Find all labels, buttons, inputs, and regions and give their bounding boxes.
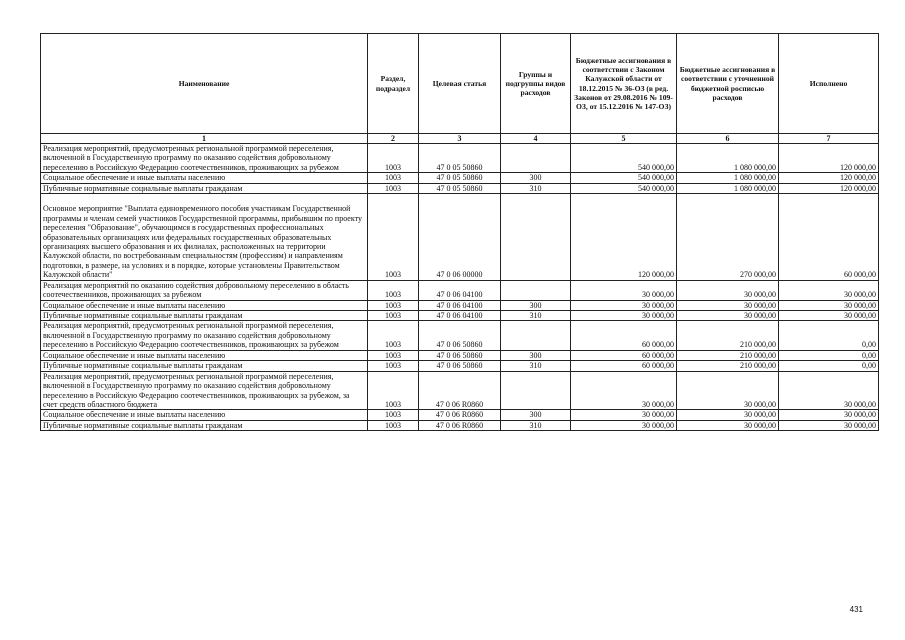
row-name: Социальное обеспечение и иные выплаты населению	[41, 173, 368, 183]
row-done: 30 000,00	[779, 311, 879, 321]
row-article: 47 0 06 50860	[419, 350, 501, 360]
row-group: 300	[501, 410, 571, 420]
row-article: 47 0 06 04100	[419, 300, 501, 310]
row-name: Публичные нормативные социальные выплаты гражданам	[41, 183, 368, 193]
table-row	[41, 300, 879, 310]
row-article: 47 0 05 50860	[419, 173, 501, 183]
row-roll: 210 000,00	[677, 361, 779, 371]
row-done: 120 000,00	[779, 144, 879, 173]
row-law: 60 000,00	[571, 361, 677, 371]
row-section: 1003	[368, 371, 419, 410]
row-name: Публичные нормативные социальные выплаты гражданам	[41, 420, 368, 430]
table-row	[41, 350, 879, 360]
row-done: 0,00	[779, 321, 879, 350]
row-name: Реализация мероприятий по оказанию содействия добровольному переселению в область соотечественников, проживающих за рубежом	[41, 280, 368, 300]
row-group	[501, 371, 571, 410]
row-section: 1003	[368, 311, 419, 321]
row-section: 1003	[368, 194, 419, 281]
table-row	[41, 183, 879, 193]
row-name: Реализация мероприятий, предусмотренных региональной программой переселения, включенной в Государственную программу по оказанию содействия добровольному переселению в Российскую Федерацию соотечественников, проживающих за рубежом, за счет средств областного бюджета	[41, 371, 368, 410]
row-done: 30 000,00	[779, 371, 879, 410]
row-group	[501, 194, 571, 281]
row-law: 540 000,00	[571, 144, 677, 173]
row-law: 540 000,00	[571, 173, 677, 183]
table-row	[41, 410, 879, 420]
row-done: 60 000,00	[779, 194, 879, 281]
table-row	[41, 280, 879, 300]
row-done: 120 000,00	[779, 183, 879, 193]
row-group: 310	[501, 361, 571, 371]
row-name: Основное мероприятие "Выплата единовременного пособия участникам Государственной программы и членам семей участников Государственной программы, прибывшим по проекту переселения "Образование", обучающимся в государственных профессиональных образовательных организациях или федеральных государственных образовательных организациях высшего образования и их филиалах, расположенных на территории Калужской области, по востребованным специальностям (профессиям) и направлениям подготовки, в размере, на условиях и в порядке, которые установлены Правительством Калужской области"	[41, 194, 368, 281]
row-law: 30 000,00	[571, 371, 677, 410]
row-done: 30 000,00	[779, 280, 879, 300]
row-name: Реализация мероприятий, предусмотренных региональной программой переселения, включенной в Государственную программу по оказанию содействия добровольному переселению в Российскую Федерацию соотечественников, проживающих за рубежом	[41, 321, 368, 350]
row-law: 60 000,00	[571, 321, 677, 350]
row-roll: 30 000,00	[677, 371, 779, 410]
row-article: 47 0 06 50860	[419, 361, 501, 371]
row-section: 1003	[368, 280, 419, 300]
row-name: Реализация мероприятий, предусмотренных региональной программой переселения, включенной в Государственную программу по оказанию содействия добровольному переселению в Российскую Федерацию соотечественников, проживающих за рубежом	[41, 144, 368, 173]
col-number: 6	[677, 134, 779, 144]
row-law: 30 000,00	[571, 300, 677, 310]
row-done: 0,00	[779, 350, 879, 360]
col-header-section: Раздел, подраздел	[368, 34, 419, 134]
row-roll: 30 000,00	[677, 311, 779, 321]
table-row	[41, 361, 879, 371]
row-roll: 30 000,00	[677, 410, 779, 420]
row-group	[501, 321, 571, 350]
page-number: 431	[849, 605, 863, 614]
row-group: 310	[501, 420, 571, 430]
row-article: 47 0 06 04100	[419, 311, 501, 321]
row-done: 30 000,00	[779, 420, 879, 430]
row-section: 1003	[368, 361, 419, 371]
row-roll: 270 000,00	[677, 194, 779, 281]
row-law: 30 000,00	[571, 280, 677, 300]
row-done: 0,00	[779, 361, 879, 371]
row-roll: 1 080 000,00	[677, 144, 779, 173]
row-law: 60 000,00	[571, 350, 677, 360]
row-group	[501, 280, 571, 300]
row-roll: 210 000,00	[677, 321, 779, 350]
row-section: 1003	[368, 300, 419, 310]
row-law: 540 000,00	[571, 183, 677, 193]
row-law: 30 000,00	[571, 311, 677, 321]
row-name: Социальное обеспечение и иные выплаты населению	[41, 410, 368, 420]
row-name: Социальное обеспечение и иные выплаты населению	[41, 300, 368, 310]
col-number: 2	[368, 134, 419, 144]
row-roll: 210 000,00	[677, 350, 779, 360]
row-section: 1003	[368, 420, 419, 430]
table-row	[41, 311, 879, 321]
table-header	[41, 34, 879, 144]
row-article: 47 0 06 R0860	[419, 420, 501, 430]
row-law: 30 000,00	[571, 420, 677, 430]
row-name: Публичные нормативные социальные выплаты гражданам	[41, 311, 368, 321]
row-article: 47 0 06 04100	[419, 280, 501, 300]
col-header-group: Группы и подгруппы видов расходов	[501, 34, 571, 134]
table-row	[41, 173, 879, 183]
row-done: 120 000,00	[779, 173, 879, 183]
col-header-done: Исполнено	[779, 34, 879, 134]
row-roll: 30 000,00	[677, 300, 779, 310]
row-group	[501, 144, 571, 173]
col-header-article: Целевая статья	[419, 34, 501, 134]
row-article: 47 0 05 50860	[419, 144, 501, 173]
row-group: 300	[501, 350, 571, 360]
row-article: 47 0 05 50860	[419, 183, 501, 193]
table-row	[41, 420, 879, 430]
row-done: 30 000,00	[779, 410, 879, 420]
row-article: 47 0 06 R0860	[419, 371, 501, 410]
row-done: 30 000,00	[779, 300, 879, 310]
col-number: 7	[779, 134, 879, 144]
row-section: 1003	[368, 410, 419, 420]
row-section: 1003	[368, 144, 419, 173]
row-section: 1003	[368, 173, 419, 183]
row-name: Социальное обеспечение и иные выплаты населению	[41, 350, 368, 360]
table-row	[41, 371, 879, 410]
row-name: Публичные нормативные социальные выплаты гражданам	[41, 361, 368, 371]
row-group: 310	[501, 311, 571, 321]
row-section: 1003	[368, 350, 419, 360]
col-number: 3	[419, 134, 501, 144]
col-header-roll: Бюджетные ассигнования в соответствии с уточненной бюджетной росписью расходов	[677, 34, 779, 134]
row-roll: 1 080 000,00	[677, 183, 779, 193]
table-row	[41, 194, 879, 281]
table-body	[41, 144, 879, 431]
row-group: 300	[501, 300, 571, 310]
row-article: 47 0 06 00000	[419, 194, 501, 281]
table-row	[41, 321, 879, 350]
row-article: 47 0 06 50860	[419, 321, 501, 350]
row-roll: 30 000,00	[677, 420, 779, 430]
row-section: 1003	[368, 183, 419, 193]
row-roll: 1 080 000,00	[677, 173, 779, 183]
table-row	[41, 144, 879, 173]
budget-table	[40, 33, 879, 431]
col-header-name: Наименование	[41, 34, 368, 134]
row-group: 310	[501, 183, 571, 193]
row-law: 120 000,00	[571, 194, 677, 281]
row-group: 300	[501, 173, 571, 183]
row-section: 1003	[368, 321, 419, 350]
col-header-law: Бюджетные ассигнования в соответствии с Законом Калужской области от 18.12.2015 № 36-ОЗ (в ред. Законов от 29.08.2016 № 109-ОЗ, от 15.12.2016 № 147-ОЗ)	[571, 34, 677, 134]
col-number: 5	[571, 134, 677, 144]
col-number: 4	[501, 134, 571, 144]
row-article: 47 0 06 R0860	[419, 410, 501, 420]
row-roll: 30 000,00	[677, 280, 779, 300]
col-number: 1	[41, 134, 368, 144]
row-law: 30 000,00	[571, 410, 677, 420]
